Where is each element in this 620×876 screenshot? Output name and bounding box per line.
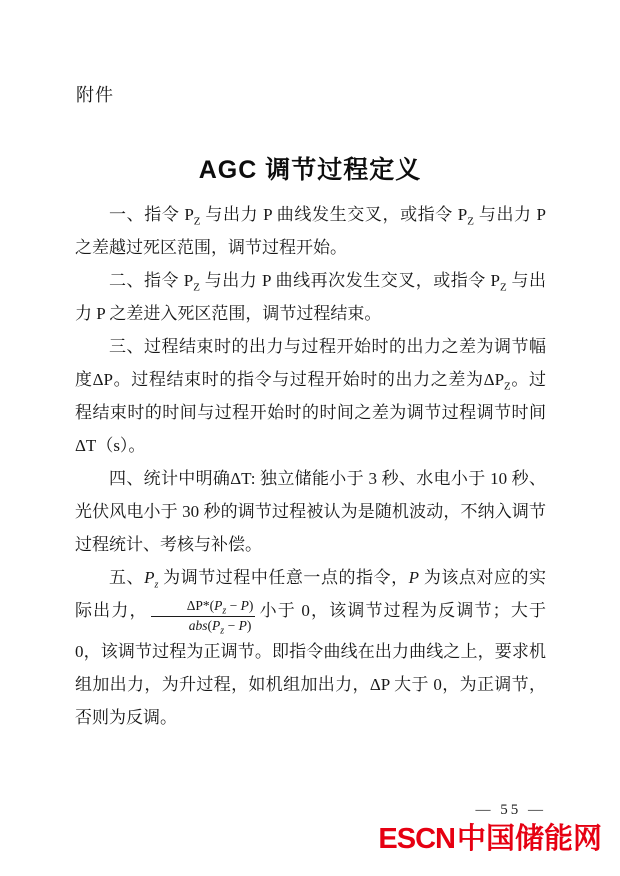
escn-logo-chinese: 中国储能网 [456,823,602,855]
paragraph: 二、指令 $P_Z$ 与出力 P 曲线再次发生交叉，或指令 $P_Z$ 与出力 P 之差进入死区范围，调节过程结束。 [75,271,546,323]
page-title: AGC 调节过程定义 [198,155,422,184]
page-number: — 55 — [475,802,546,818]
escn-logo-latin: ESCN [378,823,455,855]
formula-fraction: $\frac{\Delta P*(P_z - P)}{abs(P_z - P)}$ [151,598,256,635]
paragraph: 五、$P_z$ 为调节过程中任意一点的指令，P 为该点对应的实际出力， $\frac{\Delta P*(P_z - P)}{abs(P_z - P)}$ 小于 0，该调节过程为反调节；大于 0，该调节过程为正调节。即指令曲线在出力曲线之上，要求机组加出力，为升过程，如机组加出力，ΔP 大于 0，为正调节，否则为反调。 [75,568,547,727]
paragraph: 四、统计中明确ΔT: 独立储能小于 3 秒、水电小于 10 秒、光伏风电小于 30 秒的调节过程被认为是随机波动，不纳入调节过程统计、考核与补偿。 [75,469,546,554]
paragraph: 一、指令 $P_Z$ 与出力 P 曲线发生交叉，或指令 $P_Z$ 与出力 P 之差越过死区范围，调节过程开始。 [75,205,546,257]
paragraph: 三、过程结束时的出力与过程开始时的出力之差为调节幅度ΔP。过程结束时的指令与过程开始时的出力之差为$\Delta P_Z$。过程结束时的时间与过程开始时的时间之差为调节过程调节时间ΔT（s）。 [75,337,547,455]
document-body [75,198,546,734]
attachment-label: 附件 [76,85,114,105]
escn-logo [378,823,602,855]
